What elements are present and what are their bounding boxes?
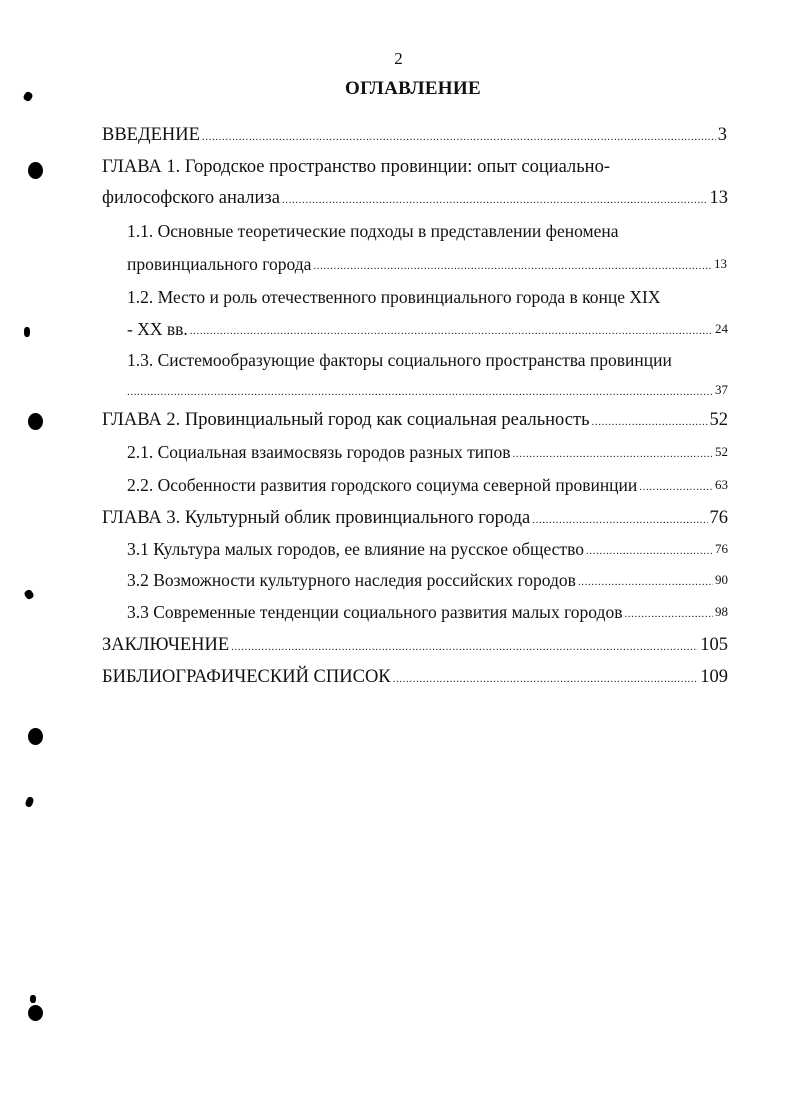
scan-speck bbox=[24, 327, 30, 337]
binder-hole bbox=[28, 1005, 43, 1021]
toc-entry-introduction[interactable] bbox=[102, 124, 727, 146]
dot-leader bbox=[127, 387, 713, 397]
dot-leader bbox=[190, 326, 713, 336]
toc-entry-label: 3.1 Культура малых городов, ее влияние на русское общество bbox=[127, 539, 584, 559]
scan-speck bbox=[30, 995, 36, 1003]
toc-entry-section-1-2-line1[interactable]: 1.2. Место и роль отечественного провинциального города в конце XIX bbox=[127, 287, 661, 307]
toc-entry-label: 2.1. Социальная взаимосвязь городов разных типов bbox=[127, 442, 511, 462]
toc-entry-label: БИБЛИОГРАФИЧЕСКИЙ СПИСОК bbox=[102, 667, 391, 687]
toc-entry-chapter-1-line1[interactable]: ГЛАВА 1. Городское пространство провинции: опыт социально- bbox=[102, 157, 610, 177]
toc-entry-page: 63 bbox=[715, 477, 728, 492]
dot-leader bbox=[592, 417, 708, 427]
dot-leader bbox=[513, 449, 713, 459]
toc-entry-section-2-2[interactable] bbox=[127, 474, 728, 496]
toc-entry-section-1-2[interactable] bbox=[127, 318, 728, 340]
page-number: 2 bbox=[394, 49, 403, 68]
toc-entry-section-3-3[interactable] bbox=[127, 601, 728, 623]
toc-entry-page: 76 bbox=[709, 508, 728, 528]
toc-entry-section-3-1[interactable] bbox=[127, 538, 728, 560]
toc-entry-label: ГЛАВА 2. Провинциальный город как социальная реальность bbox=[102, 410, 590, 430]
toc-entry-chapter-2[interactable] bbox=[102, 409, 728, 431]
dot-leader bbox=[202, 132, 716, 142]
toc-entry-page: 3 bbox=[717, 125, 727, 145]
toc-entry-label: ЗАКЛЮЧЕНИЕ bbox=[102, 635, 230, 655]
toc-entry-section-1-3-line1[interactable]: 1.3. Системообразующие факторы социального пространства провинции bbox=[127, 350, 672, 370]
toc-entry-page: 37 bbox=[715, 382, 728, 397]
toc-entry-page: 52 bbox=[709, 410, 728, 430]
dot-leader bbox=[393, 674, 699, 684]
toc-entry-label: - XX вв. bbox=[127, 319, 188, 339]
toc-entry-section-3-2[interactable] bbox=[127, 569, 728, 591]
toc-entry-chapter-1[interactable] bbox=[102, 187, 728, 209]
dot-leader bbox=[231, 642, 698, 652]
dot-leader bbox=[532, 515, 707, 525]
scan-speck bbox=[23, 589, 35, 601]
toc-entry-chapter-3[interactable] bbox=[102, 507, 728, 529]
toc-entry-page: 105 bbox=[700, 635, 728, 655]
dot-leader bbox=[586, 546, 713, 556]
toc-entry-page: 76 bbox=[715, 541, 728, 556]
toc-entry-page: 98 bbox=[715, 604, 728, 619]
toc-entry-section-1-1-line1[interactable]: 1.1. Основные теоретические подходы в представлении феномена bbox=[127, 221, 619, 241]
toc-entry-section-1-3[interactable] bbox=[127, 379, 728, 401]
toc-entry-page: 109 bbox=[700, 667, 728, 687]
toc-entry-page: 52 bbox=[715, 444, 728, 459]
toc-entry-section-2-1[interactable] bbox=[127, 441, 728, 463]
toc-entry-label: ГЛАВА 3. Культурный облик провинциального города bbox=[102, 508, 531, 528]
toc-entry-label: философского анализа bbox=[102, 188, 280, 208]
toc-entry-page: 90 bbox=[715, 572, 728, 587]
dot-leader bbox=[313, 261, 712, 271]
toc-entry-page: 24 bbox=[715, 321, 728, 336]
toc-entry-label: 3.2 Возможности культурного наследия российских городов bbox=[127, 570, 576, 590]
toc-entry-conclusion[interactable] bbox=[102, 634, 728, 656]
toc-entry-bibliography[interactable] bbox=[102, 666, 728, 688]
dot-leader bbox=[639, 482, 713, 492]
toc-entry-page: 13 bbox=[714, 256, 727, 271]
toc-entry-section-1-1[interactable] bbox=[127, 253, 727, 275]
toc-entry-label: 2.2. Особенности развития городского социума северной провинции bbox=[127, 475, 638, 495]
binder-hole bbox=[28, 413, 43, 430]
page-title: ОГЛАВЛЕНИЕ bbox=[345, 78, 481, 99]
dot-leader bbox=[282, 195, 708, 205]
toc-entry-label: ВВЕДЕНИЕ bbox=[102, 125, 200, 145]
binder-hole bbox=[28, 162, 43, 179]
toc-entry-label: 3.3 Современные тенденции социального развития малых городов bbox=[127, 602, 623, 622]
toc-entry-label: провинциального города bbox=[127, 254, 312, 274]
dot-leader bbox=[578, 577, 713, 587]
scan-speck bbox=[25, 796, 35, 808]
dot-leader bbox=[624, 609, 713, 619]
binder-hole bbox=[28, 728, 43, 745]
toc-entry-page: 13 bbox=[709, 188, 728, 208]
